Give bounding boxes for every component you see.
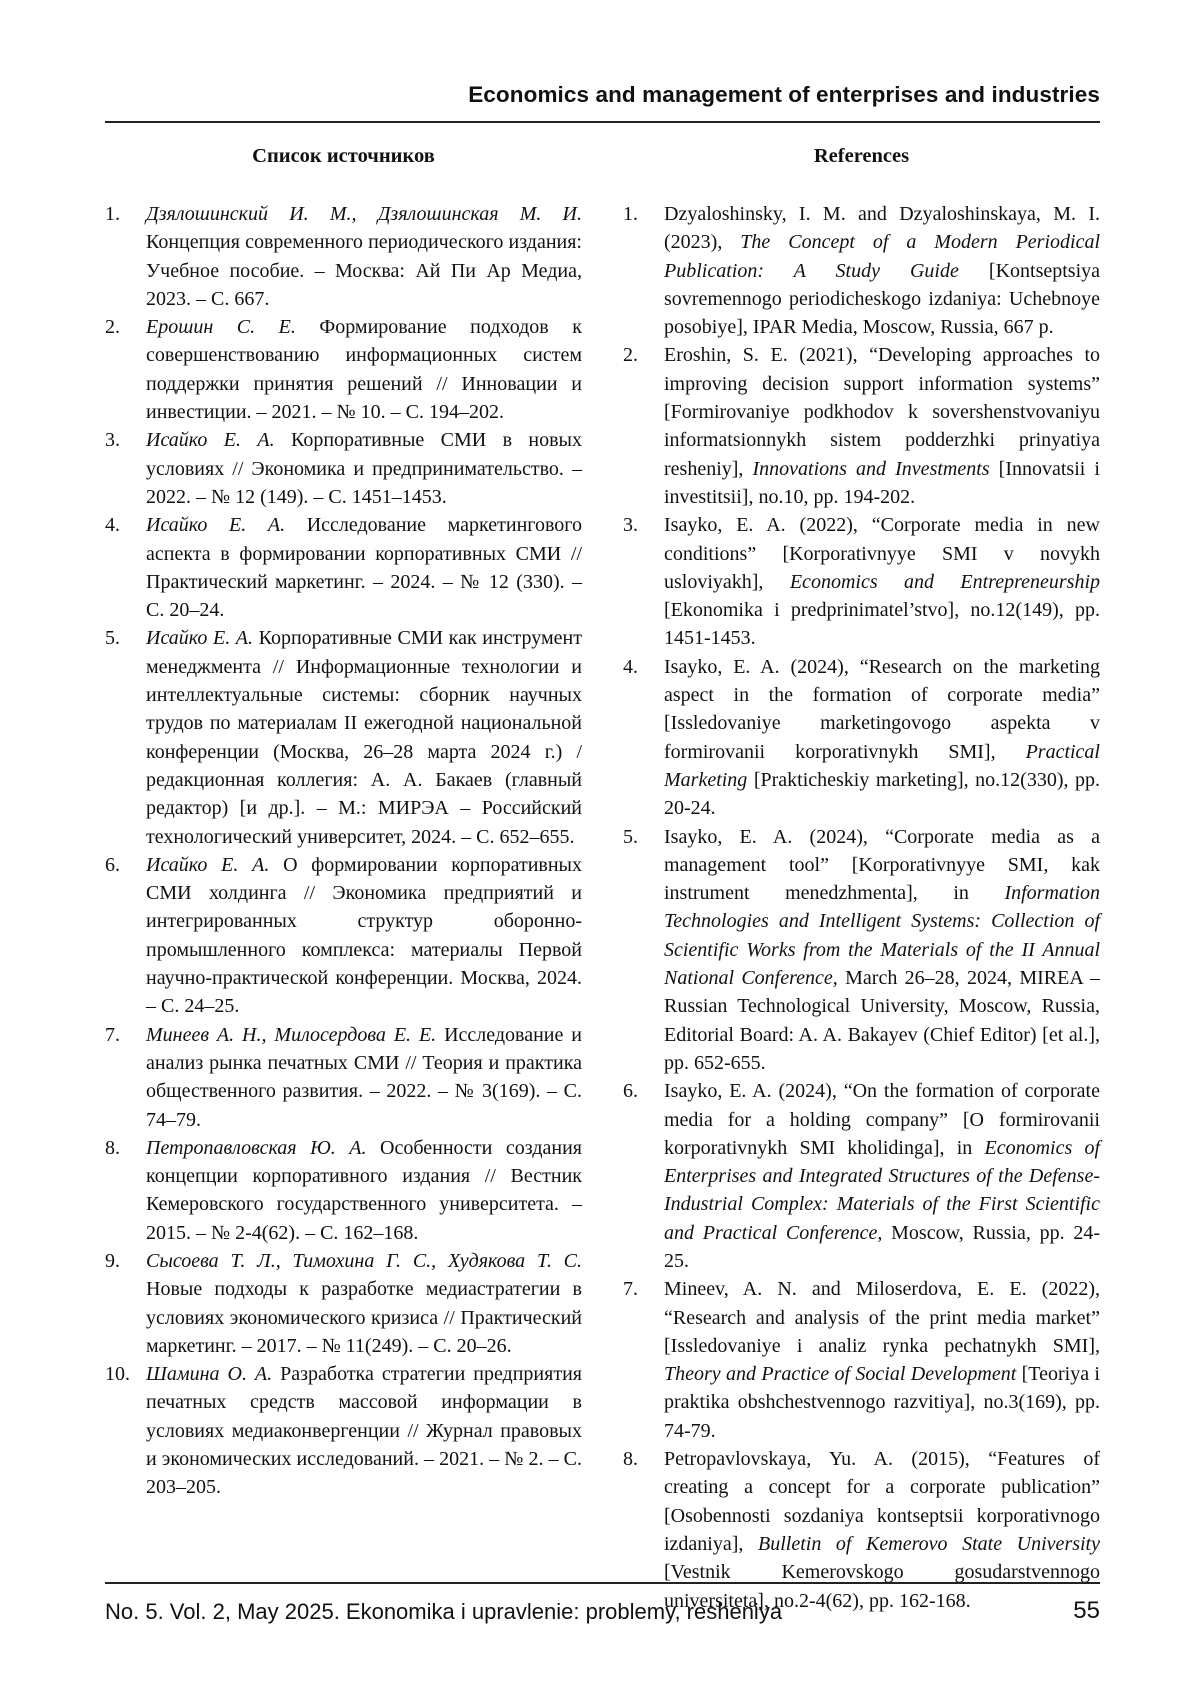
item-text: [Kontseptsiya sovremennogo periodicheskogo izdaniya: Uchebnoye posobiye], IPAR Media, Moscow, Russia, 667 p. xyxy=(664,259,1100,339)
item-number: 8. xyxy=(105,1136,120,1159)
list-item xyxy=(623,1445,1100,1615)
item-text: Moscow, Russia, pp. 24-25. xyxy=(664,1221,1100,1272)
running-title: Economics and management of enterprises and industries xyxy=(468,82,1100,107)
list-item xyxy=(623,511,1100,652)
list-item xyxy=(105,1247,582,1360)
list-item xyxy=(105,624,582,850)
list-item xyxy=(623,653,1100,823)
item-text: [Innovatsii i investitsii], no.10, pp. 194-202. xyxy=(664,457,1100,508)
item-number: 8. xyxy=(623,1448,638,1471)
item-number: 10. xyxy=(105,1363,130,1386)
list-item xyxy=(623,200,1100,341)
item-number: 6. xyxy=(105,853,120,876)
item-number: 3. xyxy=(623,514,638,537)
item-text: Разработка стратегии предприятия печатных средств массовой информации в условиях медиаконвергенции // Журнал правовых и экономических исследований. – 2021. – № 2. – С. 203–205. xyxy=(146,1363,582,1499)
item-number: 4. xyxy=(623,655,638,678)
page-number: 55 xyxy=(1073,1597,1100,1624)
item-text: Isayko, E. A. (2024), “On the formation of corporate media for a holding company” [O formirovanii korporativnykh SMI kholidinga], in xyxy=(664,1080,1100,1159)
item-text: Isayko, E. A. (2024), “Corporate media as a management tool” [Korporativnyye SMI, kak instrument menedzhmenta], in xyxy=(664,825,1100,905)
english-references-title: References xyxy=(813,145,910,167)
item-text: Исследование и анализ рынка печатных СМИ // Теория и практика общественного развития. – 2022. – № 3(169). – С. 74–79. xyxy=(146,1023,582,1131)
list-item xyxy=(105,200,582,313)
item-number: 1. xyxy=(105,203,120,225)
item-text: Особенности создания концепции корпоративного издания // Вестник Кемеровского государственного университета. – 2015. – № 2-4(62). – С. 162–168. xyxy=(146,1136,582,1244)
list-item xyxy=(105,313,582,426)
item-authors: Сысоева Т. Л., Тимохина Г. С., Худякова Т. С. xyxy=(146,1249,582,1272)
item-number: 3. xyxy=(105,429,120,452)
item-text: [Prakticheskiy marketing], no.12(330), pp. 20-24. xyxy=(664,768,1100,820)
item-title: The Concept of a Modern Periodical Publication: A Study Guide xyxy=(664,231,1100,282)
list-item xyxy=(105,1134,582,1247)
item-text: Новые подходы к разработке медиастратегии в условиях экономического кризиса // Практический маркетинг. – 2017. – № 11(249). – С. 20–26. xyxy=(146,1278,582,1357)
list-item xyxy=(105,851,582,1021)
item-authors: Петропавловская Ю. А. xyxy=(146,1136,367,1159)
item-text: Dzyaloshinsky, I. M. and Dzyaloshinskaya, M. I. (2023), xyxy=(664,203,1100,254)
list-item xyxy=(623,1077,1100,1275)
item-text: Isayko, E. A. (2024), “Research on the marketing aspect in the formation of corporate media” [Issledovaniye marketingovogo aspekta v formirovanii korporativnykh SMI], xyxy=(664,655,1100,763)
item-number: 7. xyxy=(623,1278,638,1301)
item-number: 1. xyxy=(623,203,638,225)
item-text: Концепция современного периодического издания: Учебное пособие. – Москва: Ай Пи Ар Медиа, 2023. – С. 667. xyxy=(146,231,582,310)
item-text: Isayko, E. A. (2022), “Corporate media in new conditions” [Korporativnyye SMI v novykh usloviyakh], xyxy=(664,514,1100,593)
item-title: Economics and Entrepreneurship xyxy=(789,570,1100,593)
header-rule xyxy=(105,121,1100,123)
list-item xyxy=(105,426,582,511)
item-number: 7. xyxy=(105,1023,120,1046)
list-item xyxy=(105,511,582,624)
russian-references-column xyxy=(105,142,582,1502)
item-title: Innovations and Investments xyxy=(752,457,990,480)
item-number: 5. xyxy=(623,825,638,848)
item-authors: Исайко Е. А. xyxy=(146,853,270,876)
list-item xyxy=(105,1021,582,1134)
russian-references-title: Список источников xyxy=(252,145,435,167)
list-item xyxy=(623,341,1100,511)
item-text: Формирование подходов к совершенствованию информационных систем поддержки принятия решений // Инновации и инвестиции. – 2021. – № 10. – С. 194–202. xyxy=(146,316,582,424)
list-item xyxy=(623,823,1100,1078)
item-text: [Teoriya i praktika obshchestvennogo razvitiya], no.3(169), pp. 74-79. xyxy=(664,1363,1100,1442)
item-text: [Vestnik Kemerovskogo gosudarstvennogo universiteta], no.2-4(62), pp. 162-168. xyxy=(664,1561,1100,1612)
item-text: О формировании корпоративных СМИ холдинга // Экономика предприятий и интегрированных структур оборонно-промышленного комплекса: материалы Первой научно-практической конференции. Москва, 2024. – С. 24–25. xyxy=(146,853,582,1018)
item-number: 5. xyxy=(105,627,120,650)
item-title: Bulletin of Kemerovo State University xyxy=(758,1532,1100,1555)
item-number: 2. xyxy=(623,344,638,367)
item-text: March 26–28, 2024, MIREA – Russian Technological University, Moscow, Russia, Editorial Board: A. A. Bakayev (Chief Editor) [et al.], pp. 652-655. xyxy=(664,967,1100,1074)
item-authors: Дзялошинский И. М., Дзялошинская М. И. xyxy=(146,203,582,225)
item-authors: Исайко Е. А. xyxy=(146,429,275,452)
item-title: Practical Marketing xyxy=(664,740,1100,791)
item-authors: Минеев А. Н., Милосердова Е. Е. xyxy=(146,1023,437,1046)
item-authors: Исайко Е. А. xyxy=(146,514,286,537)
item-title: Information Technologies and Intelligent Systems: Collection of Scientific Works from the Materials of the II Annual National Conference, xyxy=(664,882,1100,990)
item-number: 9. xyxy=(105,1249,120,1272)
item-authors: Шамина О. А. xyxy=(146,1363,273,1386)
item-title: Theory and Practice of Social Development xyxy=(664,1363,1017,1386)
list-item xyxy=(105,1360,582,1501)
item-text: Корпоративные СМИ как инструмент менеджмента // Информационные технологии и интеллектуальные системы: сборник научных трудов по материалам II ежегодной национальной конференции (Москва, 26–28 марта 2024 г.) / редакционная коллегия: А. А. Бакаев (главный редактор) [и др.]. – М.: МИРЭА – Российский технологический университет, 2024. – С. 652–655. xyxy=(146,627,582,848)
item-text: Исследование маркетингового аспекта в формировании корпоративных СМИ // Практический маркетинг. – 2024. – № 12 (330). – С. 20–24. xyxy=(146,514,582,622)
item-text: [Ekonomika i predprinimatel’stvo], no.12(149), pp. 1451-1453. xyxy=(664,599,1100,650)
journal-footer: No. 5. Vol. 2, May 2025. Ekonomika i upravlenie: problemy, resheniya xyxy=(105,1599,783,1624)
english-references-list xyxy=(623,200,1100,1615)
item-authors: Ерошин С. Е. xyxy=(146,316,296,339)
item-title: Economics of Enterprises and Integrated Structures of the Defense-Industrial Complex: Materials of the First Scientific and Practical Conference, xyxy=(664,1136,1101,1244)
item-number: 4. xyxy=(105,514,120,537)
item-text: Mineev, A. N. and Miloserdova, E. E. (2022), “Research and analysis of the print media market” [Issledovaniye i analiz rynka pechatnykh SMI], xyxy=(664,1278,1100,1357)
item-number: 6. xyxy=(623,1080,638,1103)
item-text: Eroshin, S. E. (2021), “Developing approaches to improving decision support information systems” [Formirovaniye podkhodov k sovershenstvovaniyu informatsionnykh sistem podderzhki prinyatiya resheniy], xyxy=(664,344,1100,480)
item-authors: Исайко Е. А. xyxy=(146,627,254,650)
item-text: Корпоративные СМИ в новых условиях // Экономика и предпринимательство. – 2022. – № 12 (149). – С. 1451–1453. xyxy=(146,429,582,508)
russian-references-list xyxy=(105,200,582,1502)
list-item xyxy=(623,1275,1100,1445)
item-number: 2. xyxy=(105,316,120,339)
english-references-column xyxy=(623,142,1100,1615)
item-text: Petropavlovskaya, Yu. A. (2015), “Features of creating a concept for a corporate publication” [Osobennosti sozdaniya kontseptsii korporativnogo izdaniya], xyxy=(664,1448,1100,1555)
footer-rule xyxy=(105,1582,1100,1584)
